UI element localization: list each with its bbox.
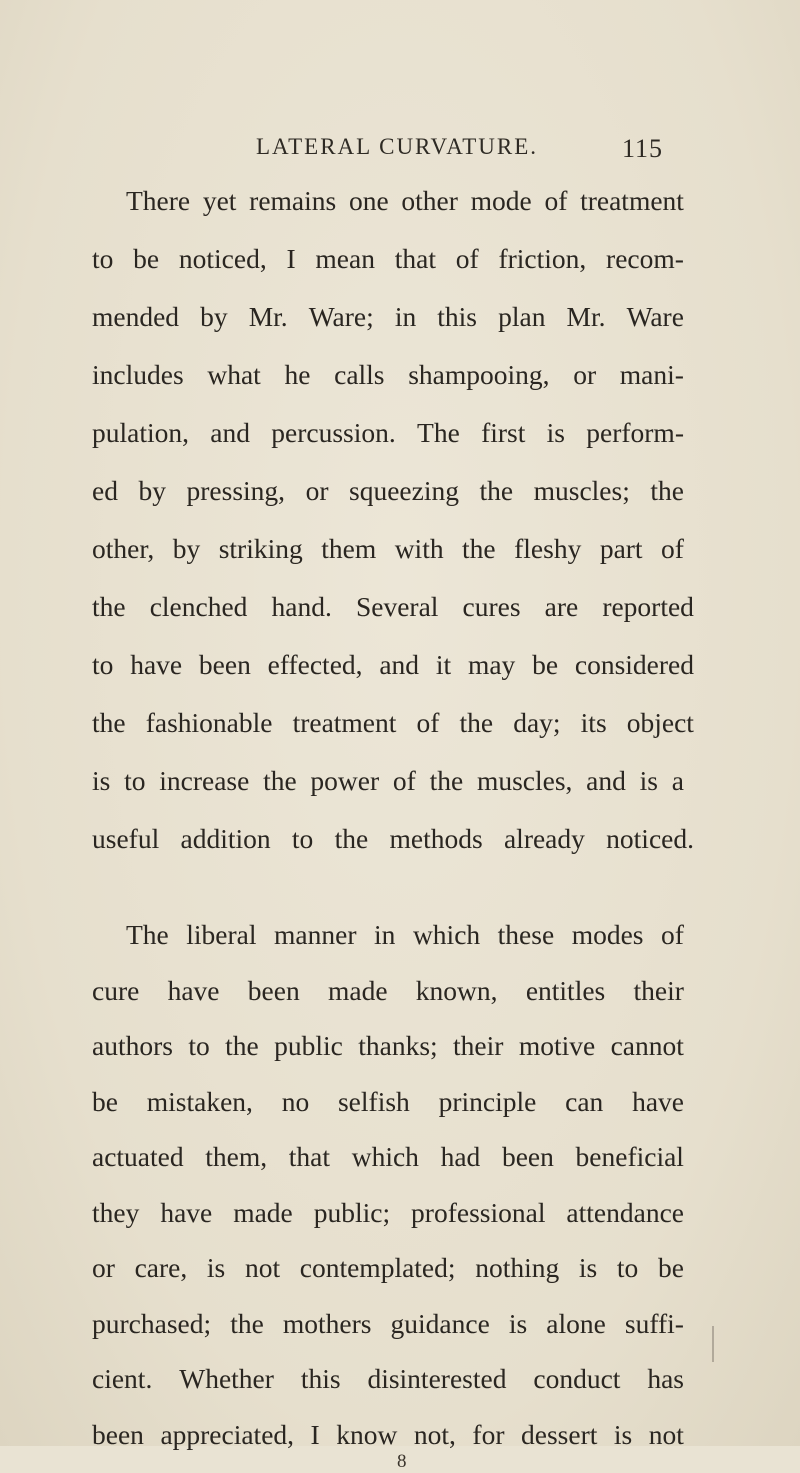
text-line: to have been effected, and it may be considered — [92, 649, 694, 680]
text-line: cure have been made known, entitles their — [92, 974, 684, 1006]
signature-mark: 8 — [397, 1450, 407, 1472]
running-title: LATERAL CURVATURE. — [256, 134, 539, 159]
text-line: pulation, and percussion. The first is perform- — [92, 417, 684, 448]
text-line: The liberal manner in which these modes of — [126, 919, 684, 950]
running-head — [256, 134, 776, 174]
text-line: purchased; the mothers guidance is alone suffi- — [92, 1307, 684, 1339]
text-line: ed by pressing, or squeezing the muscles; the — [92, 475, 684, 506]
text-line: the clenched hand. Several cures are reported — [92, 591, 694, 622]
text-line: useful addition to the methods already noticed. — [92, 823, 694, 854]
text-line: the fashionable treatment of the day; its object — [92, 707, 694, 738]
binding-shadow — [712, 1326, 714, 1362]
text-line: mended by Mr. Ware; in this plan Mr. Ware — [92, 301, 684, 332]
text-line: actuated them, that which had been beneficial — [92, 1141, 684, 1172]
text-line: authors to the public thanks; their motive cannot — [92, 1030, 684, 1061]
text-line: been appreciated, I know not, for dessert is not — [92, 1418, 684, 1450]
text-line: other, by striking them with the fleshy part of — [92, 533, 684, 564]
text-line: or care, is not contemplated; nothing is to be — [92, 1252, 684, 1283]
text-line: cient. Whether this disinterested conduct has — [92, 1363, 684, 1394]
text-line: to be noticed, I mean that of friction, recom- — [92, 243, 684, 274]
text-line: they have made public; professional attendance — [92, 1196, 684, 1228]
text-line: There yet remains one other mode of treatment — [126, 185, 684, 216]
text-line: includes what he calls shampooing, or mani- — [92, 359, 684, 390]
text-line: is to increase the power of the muscles, and is a — [92, 765, 684, 796]
page-number: 115 — [622, 134, 664, 163]
text-line: be mistaken, no selfish principle can have — [92, 1085, 684, 1117]
